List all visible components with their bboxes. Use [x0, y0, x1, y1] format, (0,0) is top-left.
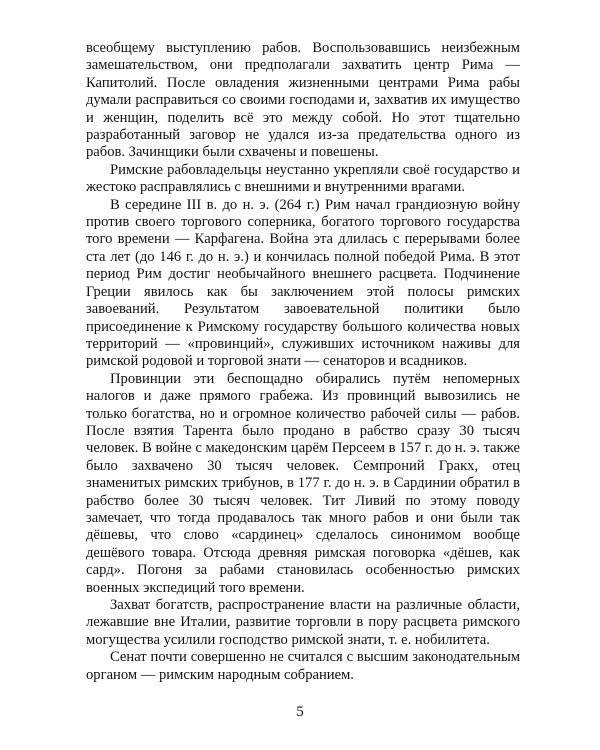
paragraph-nobility: Захват богатств, распространение власти на различные области, лежавшие вне Италии, развитие торговли в пору расцвета римского могущества усилили господство римской знати, т. е. нобилитета.	[86, 597, 520, 648]
paragraph-slaveholders: Римские рабовладельцы неустанно укрепляли своё государство и жестоко расправлялись с внешними и внутренними врагами.	[86, 161, 520, 196]
page-body	[86, 40, 520, 684]
paragraph-provinces: Провинции эти беспощадно обирались путём непомерных налогов и даже прямого грабежа. Из провинций вывозились не только богатства, но и огромное количество рабочей силы — рабов. После взятия Тарента было продано в рабство сразу 30 тысяч человек. В войне с македонским царём Персеем в 157 г. до н. э. также было захвачено 30 тысяч человек. Семпроний Гракх, отец знаменитых римских трибунов, в 177 г. до н. э. в Сардинии обратил в рабство более 30 тысяч человек. Тит Ливий по этому поводу замечает, что тогда продавалось так много рабов и они были так дёшевы, что слово «сардинец» сделалось синонимом вообще дешёвого товара. Отсюда древняя римская поговорка «дёшев, как сард». Погоня за рабами становилась особенностью римских военных экспедиций того времени.	[86, 370, 520, 596]
paragraph-senate: Сенат почти совершенно не считался с высшим законодательным органом — римским народным собранием.	[86, 649, 520, 683]
page-number: 5	[296, 704, 304, 720]
paragraph-conspiracy: всеобщему выступлению рабов. Воспользовавшись неизбежным замешательством, они предполагали захватить центр Рима — Капитолий. После овладения жизненными центрами Рима рабы думали расправиться со своими господами и, захватив их имущество и женщин, поделить всё это между собой. Но этот тщательно разработанный заговор не удался из-за предательства одного из рабов. Зачинщики были схвачены и повешены.	[86, 40, 520, 161]
paragraph-carthage-war: В середине III в. до н. э. (264 г.) Рим начал грандиозную войну против своего торгового соперника, богатого торгового государства того времени — Карфагена. Война эта длилась с перерывами более ста лет (до 146 г. до н. э.) и кончилась полной победой Рима. В этот период Рим достиг необычайного внешнего расцвета. Подчинение Греции явилось как бы заключением этой полосы римских завоеваний. Результатом завоевательной политики было присоединение к Римскому государству большого количества новых территорий — «провинций», служивших источником наживы для римской родовой и торговой знати — сенаторов и всадников.	[86, 196, 520, 370]
